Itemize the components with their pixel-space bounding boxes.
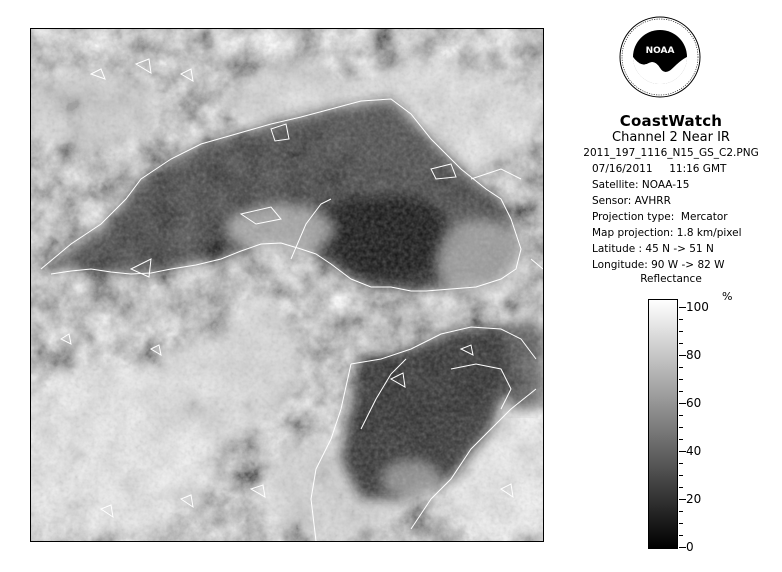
filename-label: 2011_197_1116_N15_GS_C2.PNG [583,147,759,159]
colorbar [648,299,678,549]
colorbar-minor-tick [679,427,683,428]
satellite-image-canvas [31,29,543,541]
app-title: CoastWatch [619,112,723,130]
colorbar-major-tick [679,499,686,500]
colorbar-minor-tick [679,391,683,392]
colorbar-minor-tick [679,343,683,344]
colorbar-minor-tick [679,379,683,380]
colorbar-major-tick [679,451,686,452]
colorbar-major-tick [679,355,686,356]
sensor-label: Sensor: AVHRR [592,195,671,207]
colorbar-minor-tick [679,523,683,524]
noaa-logo [619,16,701,98]
colorbar-tick-label: 80 [686,348,702,362]
colorbar-minor-tick [679,319,683,320]
satellite-image [30,28,544,542]
colorbar-major-tick [679,403,686,404]
longitude-label: Longitude: 90 W -> 82 W [592,259,725,271]
colorbar-minor-tick [679,475,683,476]
colorbar-tick-label: 40 [686,444,702,458]
colorbar-minor-tick [679,439,683,440]
colorbar-title: Reflectance [640,273,702,285]
colorbar-minor-tick [679,511,683,512]
colorbar-minor-tick [679,487,683,488]
colorbar-major-tick [679,547,686,548]
datetime-label: 07/16/2011 11:16 GMT [592,163,727,175]
latitude-label: Latitude : 45 N -> 51 N [592,243,714,255]
logo-text: NOAA [645,46,675,56]
colorbar-major-tick [679,307,686,308]
colorbar-minor-tick [679,415,683,416]
colorbar-tick-label: 100 [686,300,709,314]
colorbar-tick-label: 60 [686,396,702,410]
colorbar-minor-tick [679,331,683,332]
channel-label: Channel 2 Near IR [612,130,730,145]
colorbar-minor-tick [679,367,683,368]
colorbar-tick-label: 0 [686,540,694,554]
colorbar-unit: % [722,290,733,303]
colorbar-minor-tick [679,535,683,536]
satellite-label: Satellite: NOAA-15 [592,179,690,191]
map-projection-label: Map projection: 1.8 km/pixel [592,227,742,239]
projection-type-label: Projection type: Mercator [592,211,728,223]
colorbar-tick-label: 20 [686,492,702,506]
colorbar-minor-tick [679,463,683,464]
